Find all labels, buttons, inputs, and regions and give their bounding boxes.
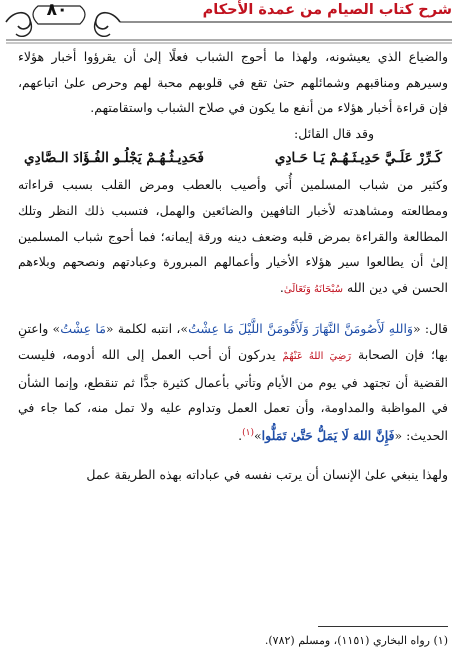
paragraph-gap-2 — [18, 448, 448, 462]
poem-intro: وقد قال القائل: — [294, 125, 374, 141]
quote-open: قال: « — [412, 321, 448, 337]
paragraph-3: قال: «وَاللهِ لَأَصُومَنَّ النَّهَارَ وَلَأَقُومَنَّ اللَّيْلَ مَا عِشْتُ»، انتبه لكلمة «مَا عِشْتُ» واعتنِ بها؛ فإن الصحابة رَضِيَ اللهُ عَنْهُمْ يدركون أن أحب العمل إلى الله أدومه، فليست القضية أن تجتهد في يوم من الأيام وتأتي بأعمال كثيرة جدًّا ثم تنقطع، وإنما الشأن في المواظبة والمداومة، وأن تعمل العمل وتداوم عليه ولا تمل منه، كما جاء في الحديث: «فَإِنَّ اللهَ لَا يَمَلُّ حَتَّىٰ تَمَلُّوا»$^{(١)}$. — [18, 321, 448, 443]
poem-hemistich-left: فَحَدِيـثُـهُـمْ يَجْلُـو الفُـؤَادَ الـصَّادِي — [24, 150, 204, 167]
honorific-glyph: سُبْحَانَهُ وَتَعَالَىٰ — [283, 283, 343, 295]
quote-close: » — [254, 427, 262, 443]
paragraph-2: وكثير من شباب المسلمين أُتي وأصيب بالعطب ومرض القلب بسبب قراءاته ومطالعته ومشاهدته لأخبار التافهين والضائعين والهمل، فتسبب ذلك النظر وتلك المطالعة والقراءة بمرض قلبه وضعف دينه ورقة إيمانه؛ فما أحوج شباب المسلمين إلىٰ أن يطالعوا سير هؤلاء الأخيار وأعمالهم المبرورة وعبادتهم ونصحهم وبلاءهم الحسن في دين الله سُبْحَانَهُ وَتَعَالَىٰ. — [18, 177, 448, 295]
paragraph-2-text: وكثير من شباب المسلمين أُتي وأصيب بالعطب ومرض القلب بسبب قراءاته ومطالعته ومشاهدته لأخبار التافهين والضائعين والهمل، فتسبب ذلك النظر وتلك المطالعة والقراءة بمرض قلبه وضعف دينه ورقة إيمانه؛ فما أحوج شباب المسلمين إلىٰ أن يطالعوا سير هؤلاء الأخيار وأعمالهم المبرورة وعبادتهم ونصحهم وبلاءهم الحسن في دين الله — [18, 177, 448, 295]
quote-text: وَاللهِ لَأَصُومَنَّ النَّهَارَ وَلَأَقُومَنَّ اللَّيْلَ مَا عِشْتُ — [188, 321, 413, 337]
page-number: ٨٠ — [46, 0, 68, 20]
page-header-title: شرح كتاب الصيام من عمدة الأحكام — [202, 2, 452, 18]
footnote-divider — [318, 626, 448, 627]
poem-verse — [18, 144, 448, 172]
hadith-text: فَإِنَّ اللهَ لَا يَمَلُّ حَتَّىٰ تَمَلُّوا — [261, 427, 395, 443]
footnote-text: (١) رواه البخاري (١١٥١)، ومسلم (٧٨٢). — [264, 634, 448, 647]
page-body — [18, 44, 448, 488]
honorific-glyph-2: رَضِيَ اللهُ عَنْهُمْ — [282, 350, 352, 362]
quote-mid-1: »، انتبه لكلمة « — [105, 321, 189, 337]
poem-hemistich-right: كَـرِّرْ عَلَـيَّ حَدِيـثَـهُـمْ يَـا حَـادِي — [274, 150, 442, 167]
page-header — [0, 0, 460, 46]
paragraph-gap — [18, 302, 448, 316]
paragraph-1: والضياع الذي يعيشونه، ولهذا ما أحوج الشباب فعلًا إلىٰ أن يقرؤوا أخبار هؤلاء وسيرهم ومناقبهم وشمائلهم حتىٰ تقع في قلوبهم محبة لهم وحرص علىٰ اتباعهم، فإن قراءة أخبار هؤلاء من أنفع ما يكون في صلاح الشباب واستقامتهم. — [18, 49, 448, 116]
footnote-reference[interactable]: (١) — [242, 427, 254, 438]
quote-text-2: مَا عِشْتُ — [60, 321, 106, 337]
quote-mid-2: » واعتنِ بها؛ فإن الصحابة — [18, 321, 448, 362]
paragraph-4: ولهذا ينبغي علىٰ الإنسان أن يرتب نفسه في عباداته بهذه الطريقة عمل — [86, 467, 448, 483]
quote-mid-3: يدركون أن أحب العمل إلى الله أدومه، فليست القضية أن تجتهد في يوم من الأيام وتأتي بأعمال كثيرة جدًّا ثم تنقطع، وإنما الشأن في المواظبة والمداومة، وأن تعمل العمل وتداوم عليه ولا تمل منه، كما جاء في الحديث: « — [18, 346, 448, 443]
